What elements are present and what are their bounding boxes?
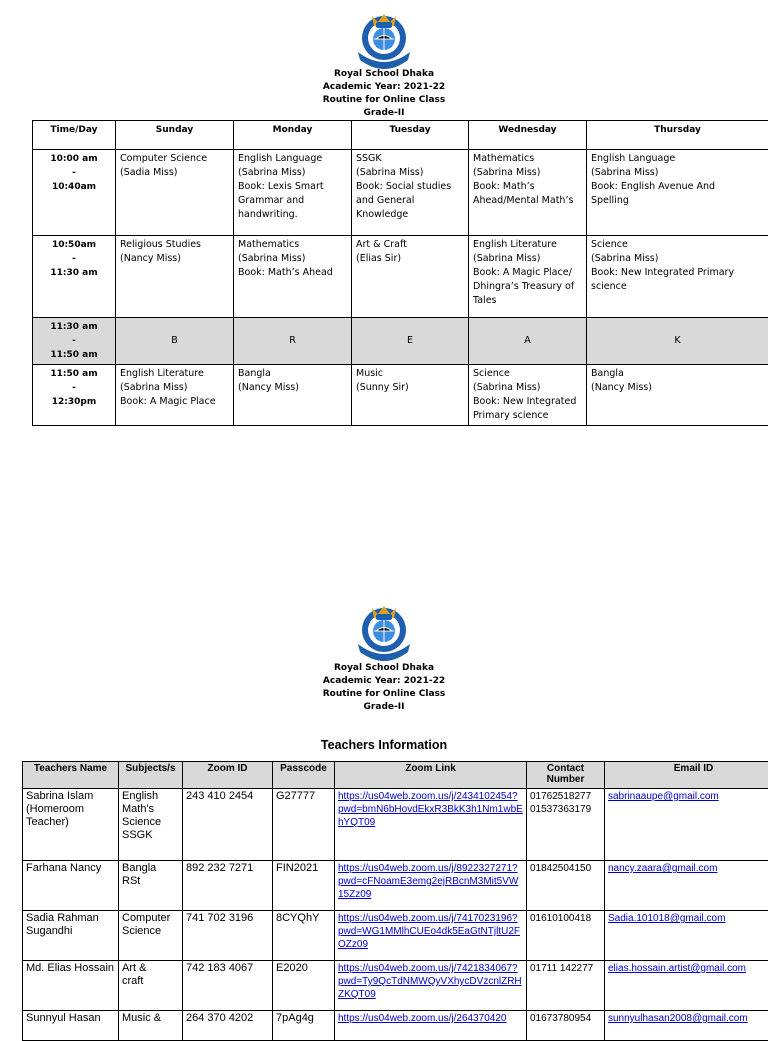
header-wednesday: Wednesday: [469, 121, 587, 150]
subject: Science: [122, 925, 179, 938]
cell-line: Book: New Integrated Primary: [591, 266, 764, 280]
routine-table: [32, 120, 768, 426]
subject: SSGK: [122, 829, 179, 842]
table-row: [23, 961, 768, 1011]
school-logo: [352, 8, 416, 72]
school-name: Royal School Dhaka: [0, 662, 768, 675]
teacher-name: Md. Elias Hossain: [23, 961, 119, 1011]
email-cell: [605, 961, 768, 1011]
phone-number: 01673780954: [530, 1012, 601, 1025]
subject: Art &: [122, 962, 179, 975]
cell-line: Spelling: [591, 194, 764, 208]
cell-line: (Sabrina Miss): [473, 252, 582, 266]
break-letter: R: [234, 318, 352, 365]
zoom-link[interactable]: https://us04web.zoom.us/j/264370420: [338, 1013, 506, 1024]
grade-label: Grade-II: [0, 701, 768, 714]
time-start: 10:00 am: [37, 152, 111, 166]
time-cell: [33, 365, 116, 426]
cell-line: Book: Math’s: [473, 180, 582, 194]
time-end: 11:50 am: [37, 348, 111, 362]
zoom-id: 741 702 3196: [183, 911, 273, 961]
cell-line: Science: [591, 238, 764, 252]
teacher-name: Sunnyul Hasan: [23, 1011, 119, 1041]
email-link[interactable]: sunnyulhasan2008@gmail.com: [608, 1013, 748, 1024]
time-dash: -: [37, 334, 111, 348]
cell-line: (Sadia Miss): [120, 166, 229, 180]
teachers-table: [22, 761, 768, 1041]
cell-line: Art & Craft: [356, 238, 464, 252]
cell-line: SSGK: [356, 152, 464, 166]
routine-row: [33, 150, 768, 236]
cell-line: Music: [356, 367, 464, 381]
phone-number: 01762518277: [530, 790, 601, 803]
break-letter: A: [469, 318, 587, 365]
cell-line: (Sabrina Miss): [356, 166, 464, 180]
header-monday: Monday: [234, 121, 352, 150]
zoom-link[interactable]: https://us04web.zoom.us/j/7417023196?pwd=WG1MMlhCUEo4dk5EaGtNTjltU2FOZz09: [338, 913, 520, 950]
cell-line: Book: New Integrated: [473, 395, 582, 409]
subject: English: [122, 790, 179, 803]
cell-line: (Nancy Miss): [120, 252, 229, 266]
class-cell: [469, 150, 587, 236]
header-thursday: Thursday: [587, 121, 768, 150]
teacher-name: Farhana Nancy: [23, 861, 119, 911]
passcode: G27777: [273, 789, 335, 861]
cell-line: (Nancy Miss): [238, 381, 347, 395]
cell-line: Book: Lexis Smart: [238, 180, 347, 194]
zoom-link-cell: [335, 861, 527, 911]
subject: RSt: [122, 875, 179, 888]
cell-line: Primary science: [473, 409, 582, 423]
cell-line: Mathematics: [238, 238, 347, 252]
email-cell: [605, 861, 768, 911]
cell-line: Knowledge: [356, 208, 464, 222]
cell-line: (Sunny Sir): [356, 381, 464, 395]
email-cell: [605, 911, 768, 961]
class-cell: [116, 236, 234, 318]
cell-line: Book: A Magic Place/: [473, 266, 582, 280]
table-row: [23, 861, 768, 911]
cell-line: Science: [473, 367, 582, 381]
zoom-link-cell: [335, 961, 527, 1011]
zoom-id: 742 183 4067: [183, 961, 273, 1011]
phone-number: 01610100418: [530, 912, 601, 925]
cell-line: Bangla: [238, 367, 347, 381]
phone-number: 01842504150: [530, 862, 601, 875]
time-start: 11:30 am: [37, 320, 111, 334]
header-email-id: Email ID: [605, 762, 768, 789]
break-letter: K: [587, 318, 768, 365]
cell-line: English Language: [591, 152, 764, 166]
time-start: 10:50am: [37, 238, 111, 252]
header-zoom-id: Zoom ID: [183, 762, 273, 789]
email-link[interactable]: sabrinaaupe@gmail.com: [608, 791, 719, 802]
table-row: [23, 911, 768, 961]
time-end: 11:30 am: [37, 266, 111, 280]
class-cell: [587, 150, 768, 236]
passcode: 8CYQhY: [273, 911, 335, 961]
cell-line: and General: [356, 194, 464, 208]
contact-cell: [527, 861, 605, 911]
cell-line: Book: Social studies: [356, 180, 464, 194]
cell-line: Book: A Magic Place: [120, 395, 229, 409]
school-name: Royal School Dhaka: [0, 68, 768, 81]
teachers-header-row: [23, 762, 768, 789]
academic-year: Academic Year: 2021-22: [0, 675, 768, 688]
header-passcode: Passcode: [273, 762, 335, 789]
email-cell: [605, 1011, 768, 1041]
routine-title: Routine for Online Class: [0, 94, 768, 107]
cell-line: science: [591, 280, 764, 294]
cell-line: (Elias Sir): [356, 252, 464, 266]
cell-line: (Sabrina Miss): [473, 166, 582, 180]
cell-line: English Literature: [120, 367, 229, 381]
class-cell: [116, 150, 234, 236]
cell-line: (Sabrina Miss): [591, 166, 764, 180]
zoom-id: 243 410 2454: [183, 789, 273, 861]
cell-line: handwriting.: [238, 208, 347, 222]
subject: Science: [122, 816, 179, 829]
contact-cell: [527, 1011, 605, 1041]
cell-line: English Literature: [473, 238, 582, 252]
subjects-cell: [119, 1011, 183, 1041]
class-cell: [234, 365, 352, 426]
zoom-link-cell: [335, 1011, 527, 1041]
zoom-link-cell: [335, 911, 527, 961]
cell-line: Mathematics: [473, 152, 582, 166]
phone-number: 01711 142277: [530, 962, 601, 975]
routine-row: [33, 365, 768, 426]
class-cell: [352, 365, 469, 426]
break-letter: B: [116, 318, 234, 365]
class-cell: [469, 236, 587, 318]
zoom-id: 892 232 7271: [183, 861, 273, 911]
routine-row: [33, 236, 768, 318]
academic-year: Academic Year: 2021-22: [0, 81, 768, 94]
subject: Music &: [122, 1012, 179, 1025]
header-contact-number: Contact Number: [527, 762, 605, 789]
time-cell: [33, 236, 116, 318]
teacher-name: Sadia Rahman Sugandhi: [23, 911, 119, 961]
email-link[interactable]: elias.hossain.artist@gmail.com: [608, 963, 746, 974]
contact-cell: [527, 911, 605, 961]
cell-line: (Sabrina Miss): [120, 381, 229, 395]
class-cell: [234, 236, 352, 318]
routine-header-row: [33, 121, 768, 150]
school-logo: [352, 600, 416, 664]
subjects-cell: [119, 911, 183, 961]
page1-header: [0, 68, 768, 120]
subjects-cell: [119, 961, 183, 1011]
cell-line: Bangla: [591, 367, 764, 381]
subject: craft: [122, 975, 179, 988]
time-dash: -: [37, 166, 111, 180]
passcode: 7pAg4g: [273, 1011, 335, 1041]
cell-line: Ahead/Mental Math’s: [473, 194, 582, 208]
class-cell: [469, 365, 587, 426]
zoom-link[interactable]: https://us04web.zoom.us/j/2434102454?pwd=bmN6bHovdEkxR3BkK3h1Nm1wbEhYQT09: [338, 791, 523, 828]
cell-line: Book: English Avenue And: [591, 180, 764, 194]
class-cell: [352, 236, 469, 318]
time-end: 10:40am: [37, 180, 111, 194]
header-subjects: Subjects/s: [119, 762, 183, 789]
break-letter: E: [352, 318, 469, 365]
cell-line: English Language: [238, 152, 347, 166]
class-cell: [587, 236, 768, 318]
email-cell: [605, 789, 768, 861]
subject: Computer: [122, 912, 179, 925]
cell-line: Dhingra’s Treasury of: [473, 280, 582, 294]
class-cell: [116, 365, 234, 426]
time-end: 12:30pm: [37, 395, 111, 409]
cell-line: (Sabrina Miss): [238, 166, 347, 180]
page2-header: [0, 662, 768, 714]
class-cell: [587, 365, 768, 426]
header-tuesday: Tuesday: [352, 121, 469, 150]
contact-cell: [527, 789, 605, 861]
cell-line: (Sabrina Miss): [238, 252, 347, 266]
passcode: E2020: [273, 961, 335, 1011]
teacher-name: Sabrina Islam (Homeroom Teacher): [23, 789, 119, 861]
header-zoom-link: Zoom Link: [335, 762, 527, 789]
table-row: [23, 789, 768, 861]
cell-line: Tales: [473, 294, 582, 308]
zoom-link[interactable]: https://us04web.zoom.us/j/8922327271?pwd=cFNoamE3emg2ejRBcnM3Mit5VW15Zz09: [338, 863, 518, 900]
phone-number: 01537363179: [530, 803, 601, 816]
zoom-id: 264 370 4202: [183, 1011, 273, 1041]
zoom-link-cell: [335, 789, 527, 861]
teachers-info-title: Teachers Information: [0, 738, 768, 752]
time-dash: -: [37, 252, 111, 266]
subject: Math's: [122, 803, 179, 816]
time-dash: -: [37, 381, 111, 395]
cell-line: (Sabrina Miss): [473, 381, 582, 395]
cell-line: Grammar and: [238, 194, 347, 208]
email-link[interactable]: Sadia.101018@gmail.com: [608, 913, 725, 924]
class-cell: [352, 150, 469, 236]
cell-line: Computer Science: [120, 152, 229, 166]
grade-label: Grade-II: [0, 107, 768, 120]
passcode: FIN2021: [273, 861, 335, 911]
break-row: [33, 318, 768, 365]
subjects-cell: [119, 861, 183, 911]
cell-line: (Sabrina Miss): [591, 252, 764, 266]
time-start: 11:50 am: [37, 367, 111, 381]
cell-line: Religious Studies: [120, 238, 229, 252]
time-cell: [33, 150, 116, 236]
contact-cell: [527, 961, 605, 1011]
header-sunday: Sunday: [116, 121, 234, 150]
header-teachers-name: Teachers Name: [23, 762, 119, 789]
routine-title: Routine for Online Class: [0, 688, 768, 701]
subject: Bangla: [122, 862, 179, 875]
cell-line: (Nancy Miss): [591, 381, 764, 395]
class-cell: [234, 150, 352, 236]
email-link[interactable]: nancy.zaara@gmail.com: [608, 863, 717, 874]
table-row: [23, 1011, 768, 1041]
subjects-cell: [119, 789, 183, 861]
zoom-link[interactable]: https://us04web.zoom.us/j/7421834067?pwd=Ty9QcTdNMWQyVXhycDVzcnlZRHZKQT09: [338, 963, 522, 1000]
time-cell: [33, 318, 116, 365]
header-time-day: Time/Day: [33, 121, 116, 150]
cell-line: Book: Math’s Ahead: [238, 266, 347, 280]
